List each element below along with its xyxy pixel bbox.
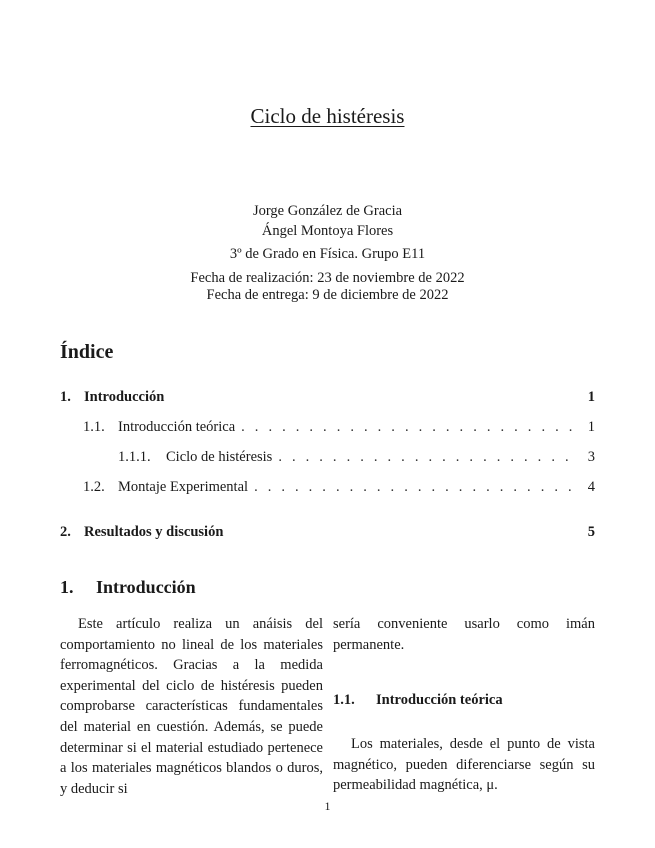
toc-leader-dots [278, 449, 575, 466]
toc-entry-number: 1.1. [83, 419, 105, 435]
toc-entry-number: 2. [60, 524, 71, 540]
toc-entry-page: 3 [587, 449, 595, 465]
section-title: Introducción [96, 577, 196, 597]
toc-entry-label: Introducción [84, 389, 165, 405]
subsection-title: Introducción teórica [376, 692, 503, 708]
author-name: Jorge González de Gracia [252, 203, 403, 219]
course-info: 3º de Grado en Física. Grupo E11 [229, 246, 426, 262]
toc-entry-number: 1.2. [83, 479, 105, 495]
page-number: 1 [324, 799, 331, 813]
toc-entry-montaje-experimental[interactable] [60, 479, 595, 499]
toc-entry-label: Ciclo de histéresis [166, 449, 273, 465]
toc-entry-page: 1 [587, 419, 595, 435]
subsection-paragraph: Los materiales, desde el punto de vista magnético, pueden diferenciarse según su permeabilidad magnética, μ. [333, 736, 595, 794]
subsection-number: 1.1. [333, 692, 355, 708]
section-heading [60, 577, 196, 598]
intro-paragraph: Este artículo realiza un anáisis del comportamiento no lineal de los materiales ferromagnéticos. Gracias a la medida experimental del ciclo de histéresis pueden comprobarse características fundamentales del material en cuestión. Además, se puede determinar si el material estudiado pertenece a los materiales magnéticos blandos o duros, y deducir si [60, 616, 323, 797]
toc-entry-page: 4 [587, 479, 595, 495]
subsection-heading [333, 692, 503, 709]
dates-block [0, 270, 655, 304]
toc-entry-introduccion-teorica[interactable] [60, 419, 595, 439]
document-title: Ciclo de histéresis [250, 104, 405, 128]
toc-entry-label: Montaje Experimental [118, 479, 249, 495]
section-number: 1. [60, 577, 74, 597]
toc-entry-number: 1.1.1. [118, 449, 151, 465]
author-name: Ángel Montoya Flores [261, 223, 394, 239]
subsection-body [333, 734, 595, 796]
left-column [60, 614, 323, 799]
toc-leader-dots [241, 419, 575, 436]
toc-entry-introduccion[interactable] [60, 389, 595, 409]
toc-heading: Índice [60, 341, 114, 363]
intro-paragraph-continued: sería conveniente usarlo como imán permanente. [333, 616, 595, 653]
toc-entry-page: 1 [587, 389, 595, 405]
toc-entry-ciclo-de-histeresis[interactable] [60, 449, 595, 469]
delivery-date: Fecha de entrega: 9 de diciembre de 2022 [206, 287, 449, 303]
author-list [0, 201, 655, 241]
realization-date: Fecha de realización: 23 de noviembre de 2022 [190, 270, 465, 286]
toc-entry-label: Introducción teórica [118, 419, 236, 435]
toc-entry-label: Resultados y discusión [84, 524, 224, 540]
toc-entry-page: 5 [587, 524, 595, 540]
right-column [333, 614, 595, 655]
toc-entry-resultados[interactable] [60, 524, 595, 544]
toc-leader-dots [254, 479, 575, 496]
toc-entry-number: 1. [60, 389, 71, 405]
